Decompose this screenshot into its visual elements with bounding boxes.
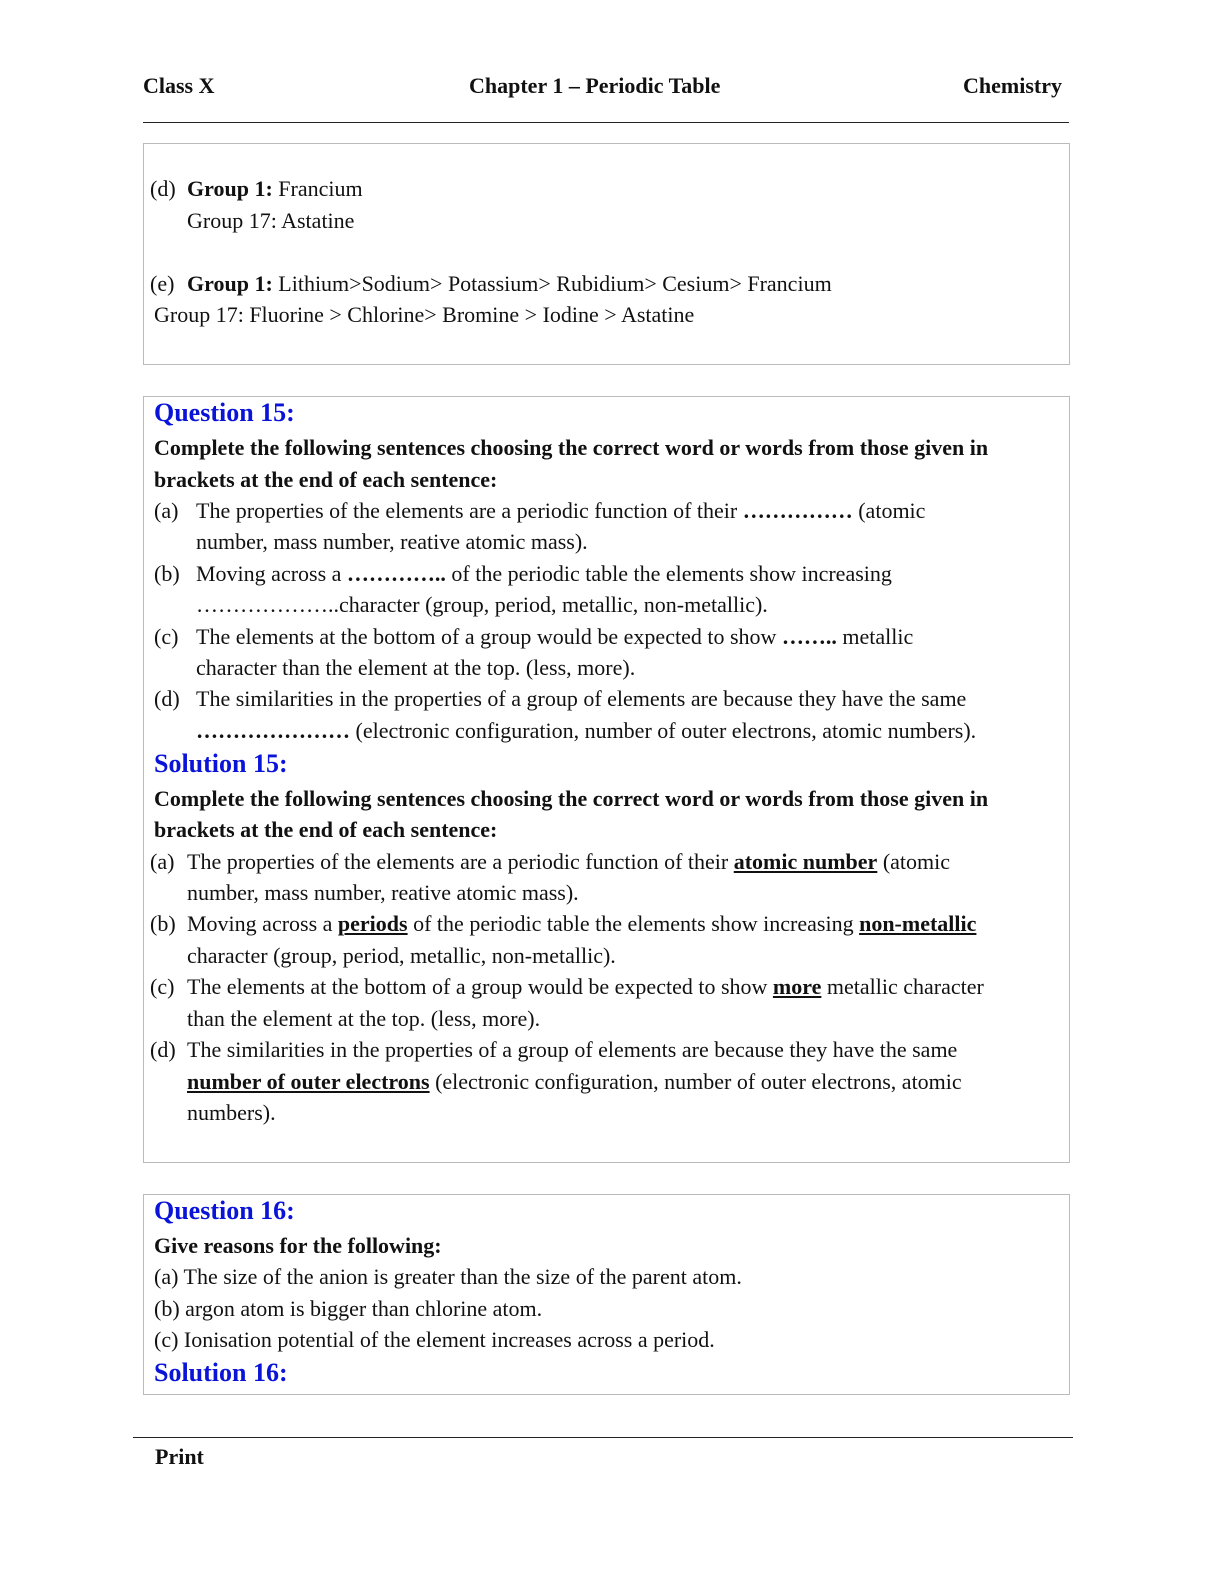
s15-line: [187, 879, 579, 907]
text: (atomic: [852, 498, 926, 523]
text: (b) argon atom is bigger than chlorine atom.: [154, 1296, 543, 1321]
q15-line: [196, 497, 925, 525]
q15-line: [196, 685, 966, 713]
text: (electronic configuration, number of outer electrons, atomic: [429, 1069, 962, 1094]
item-label: (b): [150, 911, 176, 936]
item-label: (d): [154, 686, 180, 711]
header-class: Class X: [143, 73, 215, 98]
question-16-instruction: Give reasons for the following:: [154, 1233, 442, 1258]
text: The properties of the elements are a periodic function of their: [187, 849, 734, 874]
text: The similarities in the properties of a group of elements are because they have the same: [187, 1037, 958, 1062]
text: than the element at the top. (less, more).: [187, 1006, 541, 1031]
item-label: (b): [154, 561, 180, 586]
text: (atomic: [877, 849, 951, 874]
solution-15-instruction: Complete the following sentences choosing the correct word or words from those given in: [154, 786, 989, 811]
s15-line: [187, 1068, 962, 1096]
bold-text: Group 1:: [187, 271, 273, 296]
q15-line: [196, 560, 892, 588]
solution-15-heading: Solution 15:: [154, 749, 288, 778]
text: of the periodic table the elements show increasing: [445, 561, 892, 586]
bold-text: ……..: [781, 624, 837, 649]
box1-line: [187, 270, 832, 298]
header-subject: Chemistry: [963, 73, 1062, 98]
q16-line: [154, 1263, 742, 1291]
question-15-heading: Question 15:: [154, 398, 295, 427]
text: metallic character: [821, 974, 984, 999]
q15-line: [196, 654, 635, 682]
text: (a) The size of the anion is greater than the size of the parent atom.: [154, 1264, 742, 1289]
bold-text: …………..: [346, 561, 446, 586]
bold-text: ……………: [742, 498, 853, 523]
answer-text: more: [772, 974, 822, 999]
text: of the periodic table the elements show increasing: [407, 911, 860, 936]
solution-16-heading: Solution 16:: [154, 1358, 288, 1387]
text: Moving across a: [196, 561, 347, 586]
item-label: (e): [150, 271, 175, 296]
text: (c) Ionisation potential of the element increases across a period.: [154, 1327, 715, 1352]
text: character than the element at the top. (less, more).: [196, 655, 636, 680]
text: (electronic configuration, number of outer electrons, atomic numbers).: [350, 718, 977, 743]
box1-line: [187, 175, 363, 203]
header-chapter: Chapter 1 – Periodic Table: [469, 73, 721, 98]
item-label: (c): [154, 624, 179, 649]
s15-line: [187, 973, 984, 1001]
s15-line: [187, 1099, 276, 1127]
bold-text: Group 1:: [187, 176, 273, 201]
footer-rule: [133, 1437, 1073, 1438]
text: Francium: [272, 176, 363, 201]
bold-text: …………………: [196, 718, 350, 743]
q15-line: [196, 528, 588, 556]
print-link[interactable]: Print: [155, 1444, 204, 1469]
text: The elements at the bottom of a group would be expected to show: [187, 974, 773, 999]
answer-text: periods: [337, 911, 408, 936]
text: The elements at the bottom of a group would be expected to show: [196, 624, 782, 649]
box1-line: [187, 207, 354, 235]
s15-line: [187, 910, 976, 938]
text: metallic: [836, 624, 914, 649]
text: number, mass number, reative atomic mass).: [187, 880, 579, 905]
q15-line: [196, 717, 976, 745]
text: Lithium>Sodium> Potassium> Rubidium> Cesium> Francium: [272, 271, 832, 296]
text: Group 17: Fluorine > Chlorine> Bromine > Iodine > Astatine: [154, 302, 695, 327]
question-16-heading: Question 16:: [154, 1196, 295, 1225]
item-label: (a): [154, 498, 179, 523]
s15-line: [187, 1036, 957, 1064]
text: Group 17: Astatine: [187, 208, 355, 233]
q15-line: [196, 591, 768, 619]
header-rule: [143, 122, 1069, 123]
answer-text: atomic number: [733, 849, 878, 874]
q16-line: [154, 1295, 542, 1323]
question-15-instruction: Complete the following sentences choosing the correct word or words from those given in: [154, 435, 989, 460]
item-label: (a): [150, 849, 175, 874]
text: ………………..character (group, period, metallic, non-metallic).: [196, 592, 768, 617]
answer-text: number of outer electrons: [187, 1069, 430, 1094]
text: number, mass number, reative atomic mass).: [196, 529, 588, 554]
text: character (group, period, metallic, non-metallic).: [187, 943, 616, 968]
q16-line: [154, 1326, 715, 1354]
text: Moving across a: [187, 911, 338, 936]
text: The similarities in the properties of a group of elements are because they have the same: [196, 686, 967, 711]
s15-line: [187, 942, 616, 970]
answer-text: non-metallic: [859, 911, 977, 936]
text: The properties of the elements are a periodic function of their: [196, 498, 743, 523]
box1-line: [154, 301, 694, 329]
item-label: (d): [150, 1037, 176, 1062]
s15-line: [187, 848, 950, 876]
item-label: (c): [150, 974, 175, 999]
solution-15-instruction: brackets at the end of each sentence:: [154, 817, 498, 842]
q15-line: [196, 623, 913, 651]
text: numbers).: [187, 1100, 276, 1125]
question-15-instruction: brackets at the end of each sentence:: [154, 467, 498, 492]
item-label: (d): [150, 176, 176, 201]
s15-line: [187, 1005, 540, 1033]
